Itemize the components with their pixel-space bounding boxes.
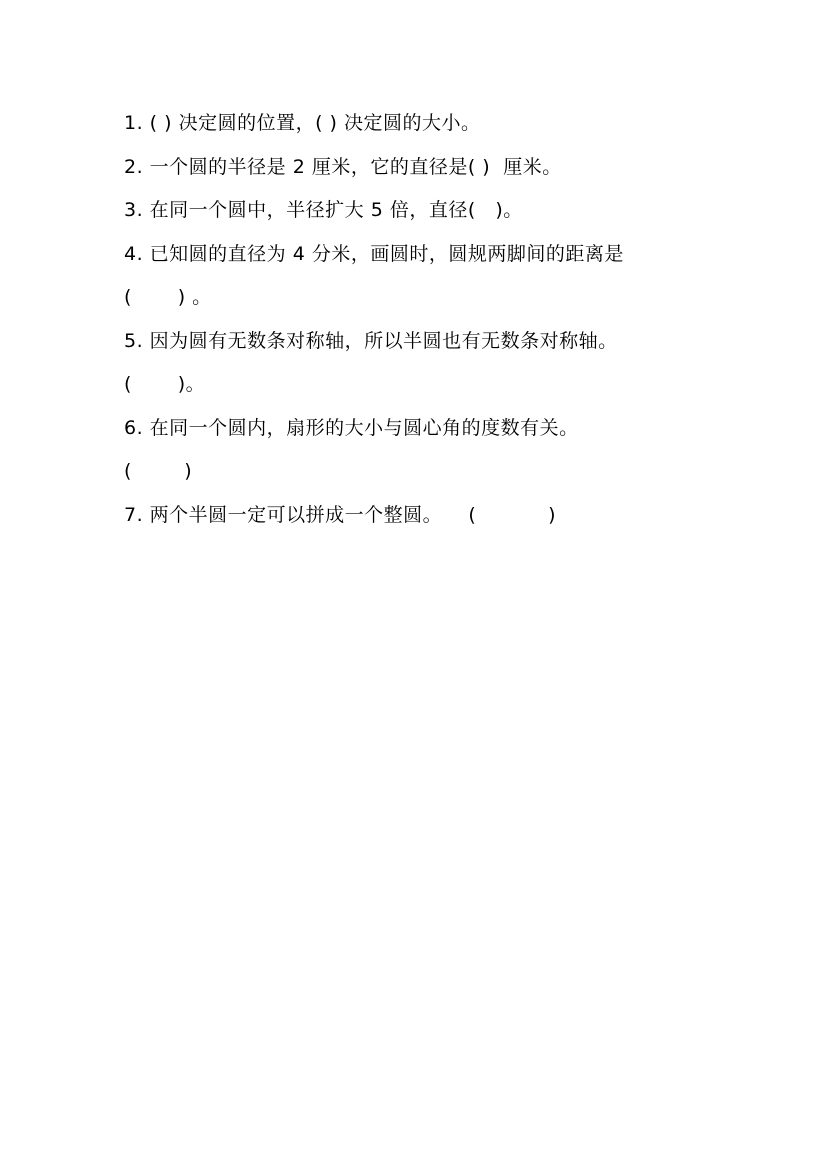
question-5-line: 5. 因为圆有无数条对称轴，所以半圆也有无数条对称轴。 — [124, 329, 618, 352]
question-5-answer-bracket: ( )。 — [124, 373, 206, 395]
question-3-line: 3. 在同一个圆中，半径扩大 5 倍，直径( )。 — [124, 199, 523, 221]
question-6-answer-bracket: ( ) — [124, 460, 193, 482]
question-4-answer-bracket: ( ) 。 — [124, 286, 212, 308]
question-list — [124, 108, 724, 543]
question-4-line: 4. 已知圆的直径为 4 分米，画圆时，圆规两脚间的距离是 — [124, 242, 624, 265]
question-2-line: 2. 一个圆的半径是 2 厘米，它的直径是( ) 厘米。 — [124, 155, 562, 178]
question-6-line: 6. 在同一个圆内，扇形的大小与圆心角的度数有关。 — [124, 416, 579, 439]
question-7-line: 7. 两个半圆一定可以拼成一个整圆。 ( ) — [124, 503, 557, 526]
question-1-line: 1. ( ) 决定圆的位置，( ) 决定圆的大小。 — [124, 112, 481, 134]
